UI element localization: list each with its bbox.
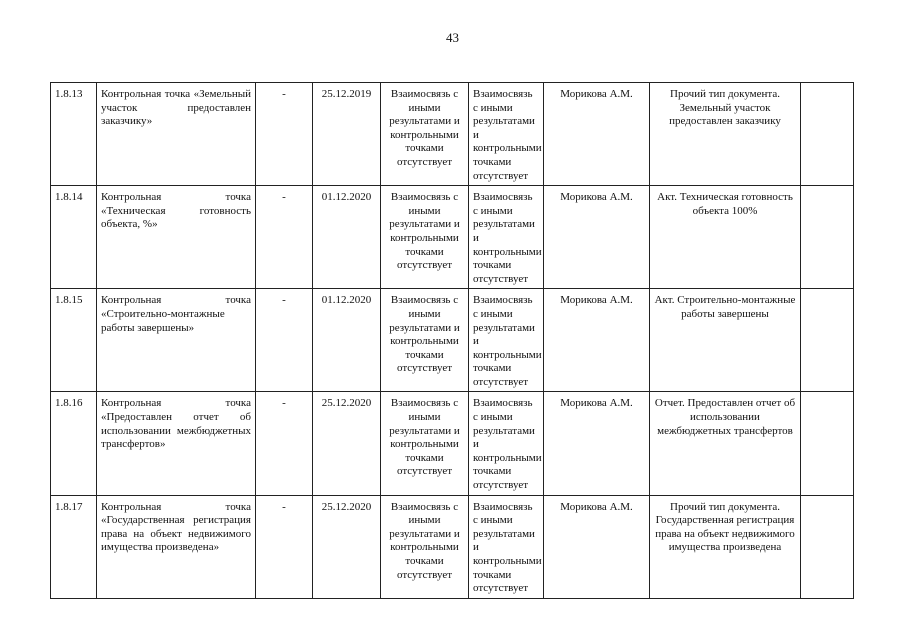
- date-cell: 01.12.2020: [313, 289, 381, 392]
- page-number: 43: [446, 30, 459, 45]
- table-row: [51, 186, 854, 289]
- responsible-cell: Морикова А.М.: [544, 392, 650, 495]
- relation-cell-1: Взаимосвязь с иными результатами и контрольными точками отсутствует: [381, 495, 469, 598]
- dash-cell: -: [256, 83, 313, 186]
- responsible-cell: Морикова А.М.: [544, 495, 650, 598]
- document-cell: Прочий тип документа. Государственная регистрация права на объект недвижимого имущества произведена: [650, 495, 801, 598]
- responsible-cell: Морикова А.М.: [544, 186, 650, 289]
- table-row: [51, 83, 854, 186]
- dash-cell: -: [256, 289, 313, 392]
- document-cell: Отчет. Предоставлен отчет об использовании межбюджетных трансфертов: [650, 392, 801, 495]
- row-number-cell: 1.8.14: [51, 186, 97, 289]
- extra-cell: [801, 83, 854, 186]
- control-point-name-cell: Контрольная точка «Техническая готовность объекта, %»: [97, 186, 256, 289]
- control-point-name-cell: Контрольная точка «Государственная регистрация права на объект недвижимого имущества произведена»: [97, 495, 256, 598]
- dash-cell: -: [256, 392, 313, 495]
- relation-cell-2: Взаимосвязь с иными результатами и контрольными точками отсутствует: [469, 495, 544, 598]
- responsible-cell: Морикова А.М.: [544, 83, 650, 186]
- responsible-cell: Морикова А.М.: [544, 289, 650, 392]
- control-points-table: [50, 82, 854, 599]
- control-point-name-cell: Контрольная точка «Земельный участок предоставлен заказчику»: [97, 83, 256, 186]
- date-cell: 25.12.2020: [313, 392, 381, 495]
- date-cell: 01.12.2020: [313, 186, 381, 289]
- control-point-name-cell: Контрольная точка «Предоставлен отчет об использовании межбюджетных трансфертов»: [97, 392, 256, 495]
- table-row: [51, 495, 854, 598]
- extra-cell: [801, 289, 854, 392]
- extra-cell: [801, 186, 854, 289]
- document-cell: Акт. Строительно-монтажные работы завершены: [650, 289, 801, 392]
- relation-cell-1: Взаимосвязь с иными результатами и контрольными точками отсутствует: [381, 392, 469, 495]
- row-number-cell: 1.8.17: [51, 495, 97, 598]
- control-point-name-cell: Контрольная точка «Строительно-монтажные работы завершены»: [97, 289, 256, 392]
- extra-cell: [801, 495, 854, 598]
- table-row: [51, 289, 854, 392]
- dash-cell: -: [256, 495, 313, 598]
- relation-cell-2: Взаимосвязь с иными результатами и контрольными точками отсутствует: [469, 289, 544, 392]
- relation-cell-1: Взаимосвязь с иными результатами и контрольными точками отсутствует: [381, 186, 469, 289]
- table-row: [51, 392, 854, 495]
- dash-cell: -: [256, 186, 313, 289]
- row-number-cell: 1.8.15: [51, 289, 97, 392]
- relation-cell-1: Взаимосвязь с иными результатами и контрольными точками отсутствует: [381, 83, 469, 186]
- row-number-cell: 1.8.13: [51, 83, 97, 186]
- date-cell: 25.12.2020: [313, 495, 381, 598]
- date-cell: 25.12.2019: [313, 83, 381, 186]
- extra-cell: [801, 392, 854, 495]
- relation-cell-2: Взаимосвязь с иными результатами и контрольными точками отсутствует: [469, 392, 544, 495]
- relation-cell-1: Взаимосвязь с иными результатами и контрольными точками отсутствует: [381, 289, 469, 392]
- document-cell: Акт. Техническая готовность объекта 100%: [650, 186, 801, 289]
- row-number-cell: 1.8.16: [51, 392, 97, 495]
- relation-cell-2: Взаимосвязь с иными результатами и контрольными точками отсутствует: [469, 186, 544, 289]
- document-cell: Прочий тип документа. Земельный участок предоставлен заказчику: [650, 83, 801, 186]
- relation-cell-2: Взаимосвязь с иными результатами и контрольными точками отсутствует: [469, 83, 544, 186]
